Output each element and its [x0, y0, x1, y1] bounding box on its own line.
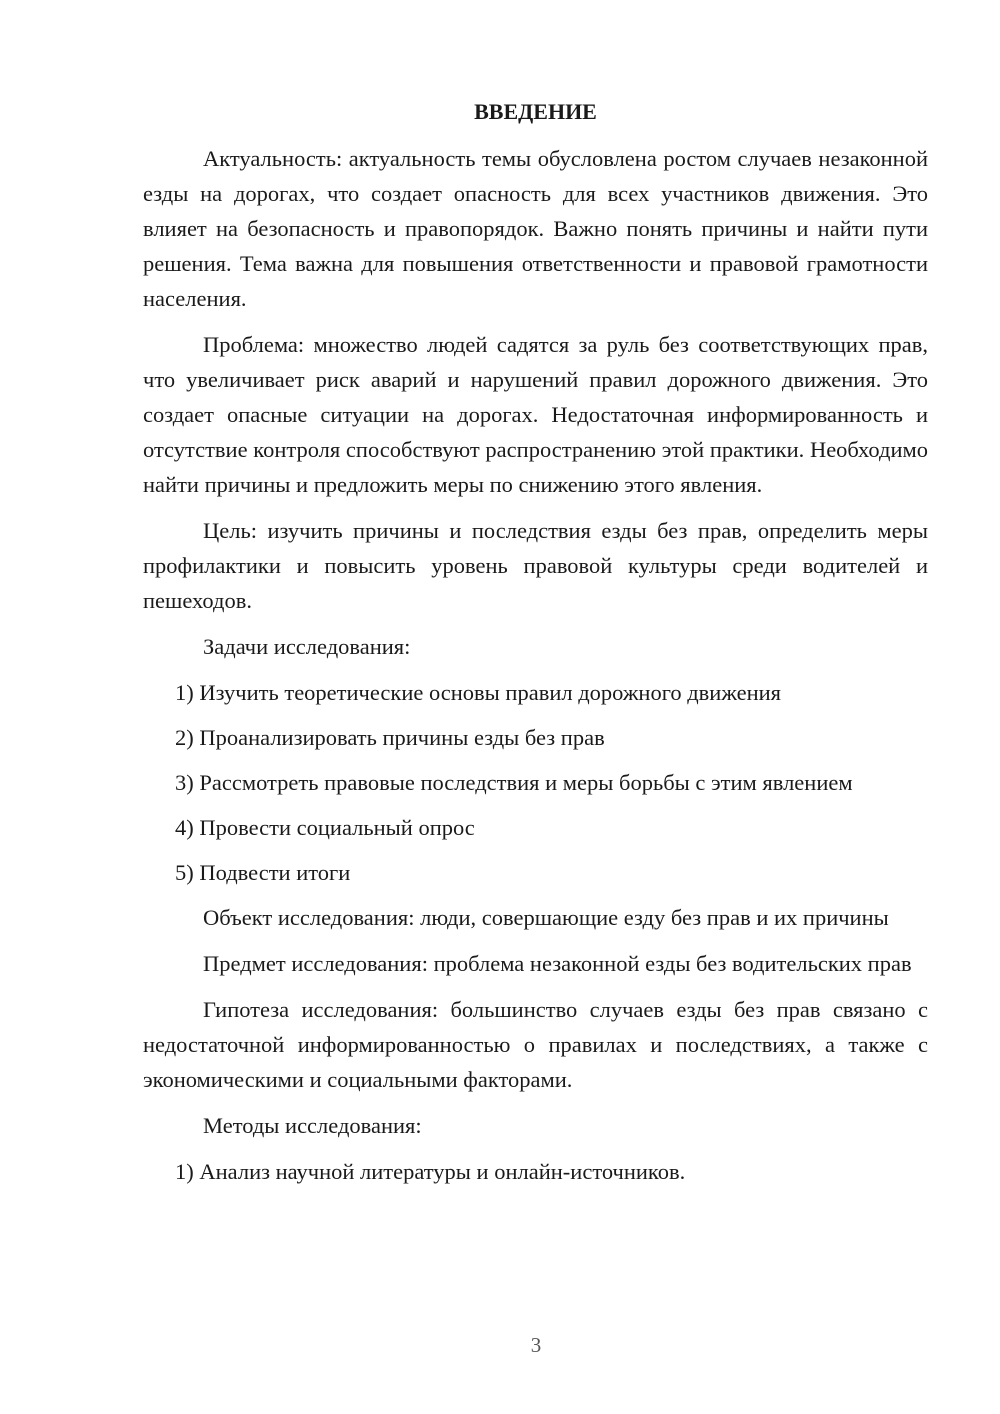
- goal-paragraph: Цель: изучить причины и последствия езды без прав, определить меры профилактики и повысить уровень правовой культуры среди водителей и пешеходов.: [143, 518, 928, 613]
- task-item-1: 1) Изучить теоретические основы правил дорожного движения: [175, 680, 782, 705]
- section-heading: ВВЕДЕНИЕ: [474, 99, 597, 124]
- task-item-5: 5) Подвести итоги: [175, 860, 351, 885]
- object-paragraph: Объект исследования: люди, совершающие езду без прав и их причины: [203, 905, 889, 930]
- methods-label: Методы исследования:: [203, 1113, 422, 1138]
- relevance-paragraph: Актуальность: актуальность темы обусловлена ростом случаев незаконной езды на дорогах, что создает опасность для всех участников движения. Это влияет на безопасность и правопорядок. Важно понять причины и найти пути решения. Тема важна для повышения ответственности и правовой грамотности населения.: [143, 146, 928, 311]
- method-item-1: 1) Анализ научной литературы и онлайн-источников.: [175, 1159, 686, 1184]
- task-item-3: 3) Рассмотреть правовые последствия и меры борьбы с этим явлением: [175, 770, 853, 795]
- tasks-label: Задачи исследования:: [203, 634, 411, 659]
- problem-paragraph: Проблема: множество людей садятся за руль без соответствующих прав, что увеличивает риск аварий и нарушений правил дорожного движения. Это создает опасные ситуации на дорогах. Недостаточная информированность и отсутствие контроля способствуют распространению этой практики. Необходимо найти причины и предложить меры по снижению этого явления.: [143, 332, 928, 497]
- page-content: [143, 94, 928, 1199]
- task-item-2: 2) Проанализировать причины езды без прав: [175, 725, 605, 750]
- page-number: 3: [530, 1333, 542, 1357]
- task-item-4: 4) Провести социальный опрос: [175, 815, 475, 840]
- subject-paragraph: Предмет исследования: проблема незаконной езды без водительских прав: [203, 951, 912, 976]
- hypothesis-paragraph: Гипотеза исследования: большинство случаев езды без прав связано с недостаточной информированностью о правилах и последствиях, а также с экономическими и социальными факторами.: [143, 997, 928, 1092]
